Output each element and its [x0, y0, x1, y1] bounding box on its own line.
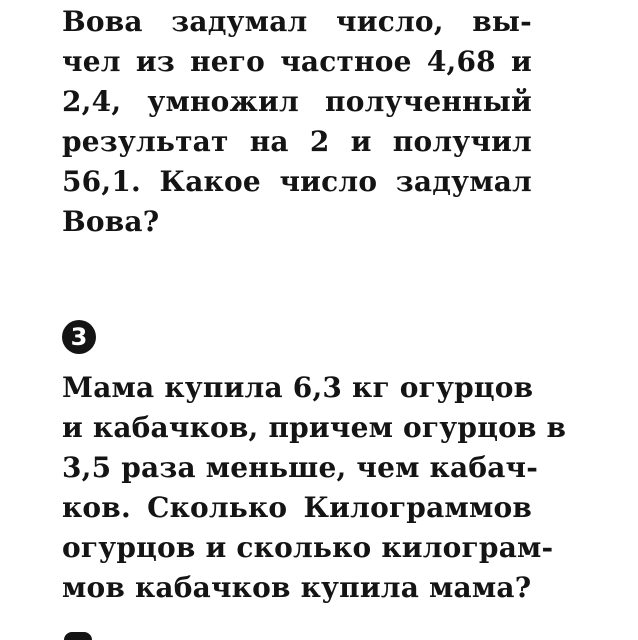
problem-3-line: и кабачков, причем огурцов в [62, 411, 567, 444]
problem-3-line: ков. Сколько Килограммов [62, 491, 532, 524]
problem-3-line: Мама купила 6,3 кг огурцов [62, 371, 534, 404]
problem-2-line: результат на 2 и получил [62, 125, 532, 158]
problem-3-number-badge: 3 [62, 320, 96, 354]
problem-2-line: Вова задумал число, вы- [62, 5, 532, 38]
problem-2-line: 56,1. Какое число задумал [62, 165, 532, 198]
problem-3-line: 3,5 раза меньше, чем кабач- [62, 451, 539, 484]
problem-3-text [62, 368, 567, 608]
next-problem-badge-partial [64, 632, 92, 640]
problem-3-line: огурцов и сколько килограм- [62, 531, 554, 564]
problem-2-line: чел из него частное 4,68 и [62, 45, 532, 78]
problem-2-line: Вова? [62, 205, 160, 238]
problem-2-line: 2,4, умножил полученный [62, 85, 532, 118]
problem-3-line: мов кабачков купила мама? [62, 571, 532, 604]
problem-2-text [62, 2, 532, 242]
